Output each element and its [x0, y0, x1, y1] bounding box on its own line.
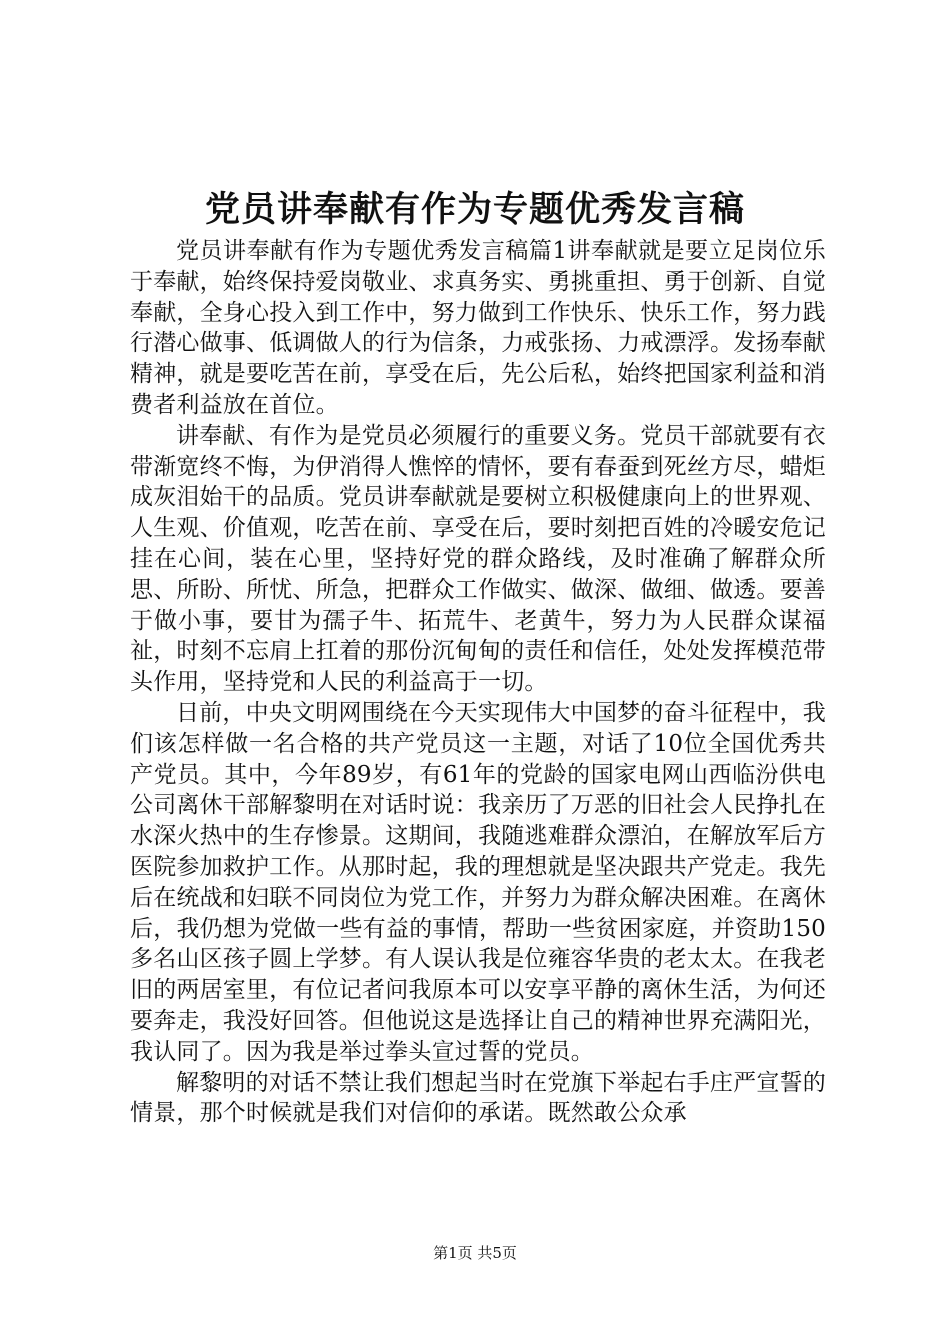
- paragraph-3: 日前，中央文明网围绕在今天实现伟大中国梦的奋斗征程中，我们该怎样做一名合格的共产党员这一主题，对话了10位全国优秀共产党员。其中，今年89岁，有61年的党龄的国家电网山西临汾供电公司离休干部解黎明在对话时说：我亲历了万恶的旧社会人民挣扎在水深火热中的生存惨景。这期间，我随逃难群众漂泊，在解放军后方医院参加救护工作。从那时起，我的理想就是坚决跟共产党走。我先后在统战和妇联不同岗位为党工作，并努力为群众解决困难。在离休后，我仍想为党做一些有益的事情，帮助一些贫困家庭，并资助150多名山区孩子圆上学梦。有人误认我是位雍容华贵的老太太。在我老旧的两居室里，有位记者问我原本可以安享平静的离休生活，为何还要奔走，我没好回答。但他说这是选择让自己的精神世界充满阳光，我认同了。因为我是举过拳头宣过誓的党员。: [130, 699, 826, 1065]
- paragraph-2: 讲奉献、有作为是党员必须履行的重要义务。党员干部就要有衣带渐宽终不悔，为伊消得人憔悴的情怀，要有春蚕到死丝方尽，蜡炬成灰泪始干的品质。党员讲奉献就是要树立积极健康向上的世界观、人生观、价值观，吃苦在前、享受在后，要时刻把百姓的冷暖安危记挂在心间，装在心里，坚持好党的群众路线，及时准确了解群众所思、所盼、所忧、所急，把群众工作做实、做深、做细、做透。要善于做小事，要甘为孺子牛、拓荒牛、老黄牛，努力为人民群众谋福祉，时刻不忘肩上扛着的那份沉甸甸的责任和信任，处处发挥模范带头作用，坚持党和人民的利益高于一切。: [130, 422, 826, 696]
- page-footer: 第1页 共5页: [433, 1244, 517, 1262]
- document-body: [130, 236, 826, 1129]
- document-title: 党员讲奉献有作为专题优秀发言稿: [204, 189, 745, 230]
- paragraph-4: 解黎明的对话不禁让我们想起当时在党旗下举起右手庄严宣誓的情景，那个时候就是我们对信仰的承诺。既然敢公众承: [130, 1069, 826, 1127]
- paragraph-1: 党员讲奉献有作为专题优秀发言稿篇1讲奉献就是要立足岗位乐于奉献，始终保持爱岗敬业、求真务实、勇挑重担、勇于创新、自觉奉献，全身心投入到工作中，努力做到工作快乐、快乐工作，努力践行潜心做事、低调做人的行为信条，力戒张扬、力戒漂浮。发扬奉献精神，就是要吃苦在前，享受在后，先公后私，始终把国家利益和消费者利益放在首位。: [130, 238, 826, 418]
